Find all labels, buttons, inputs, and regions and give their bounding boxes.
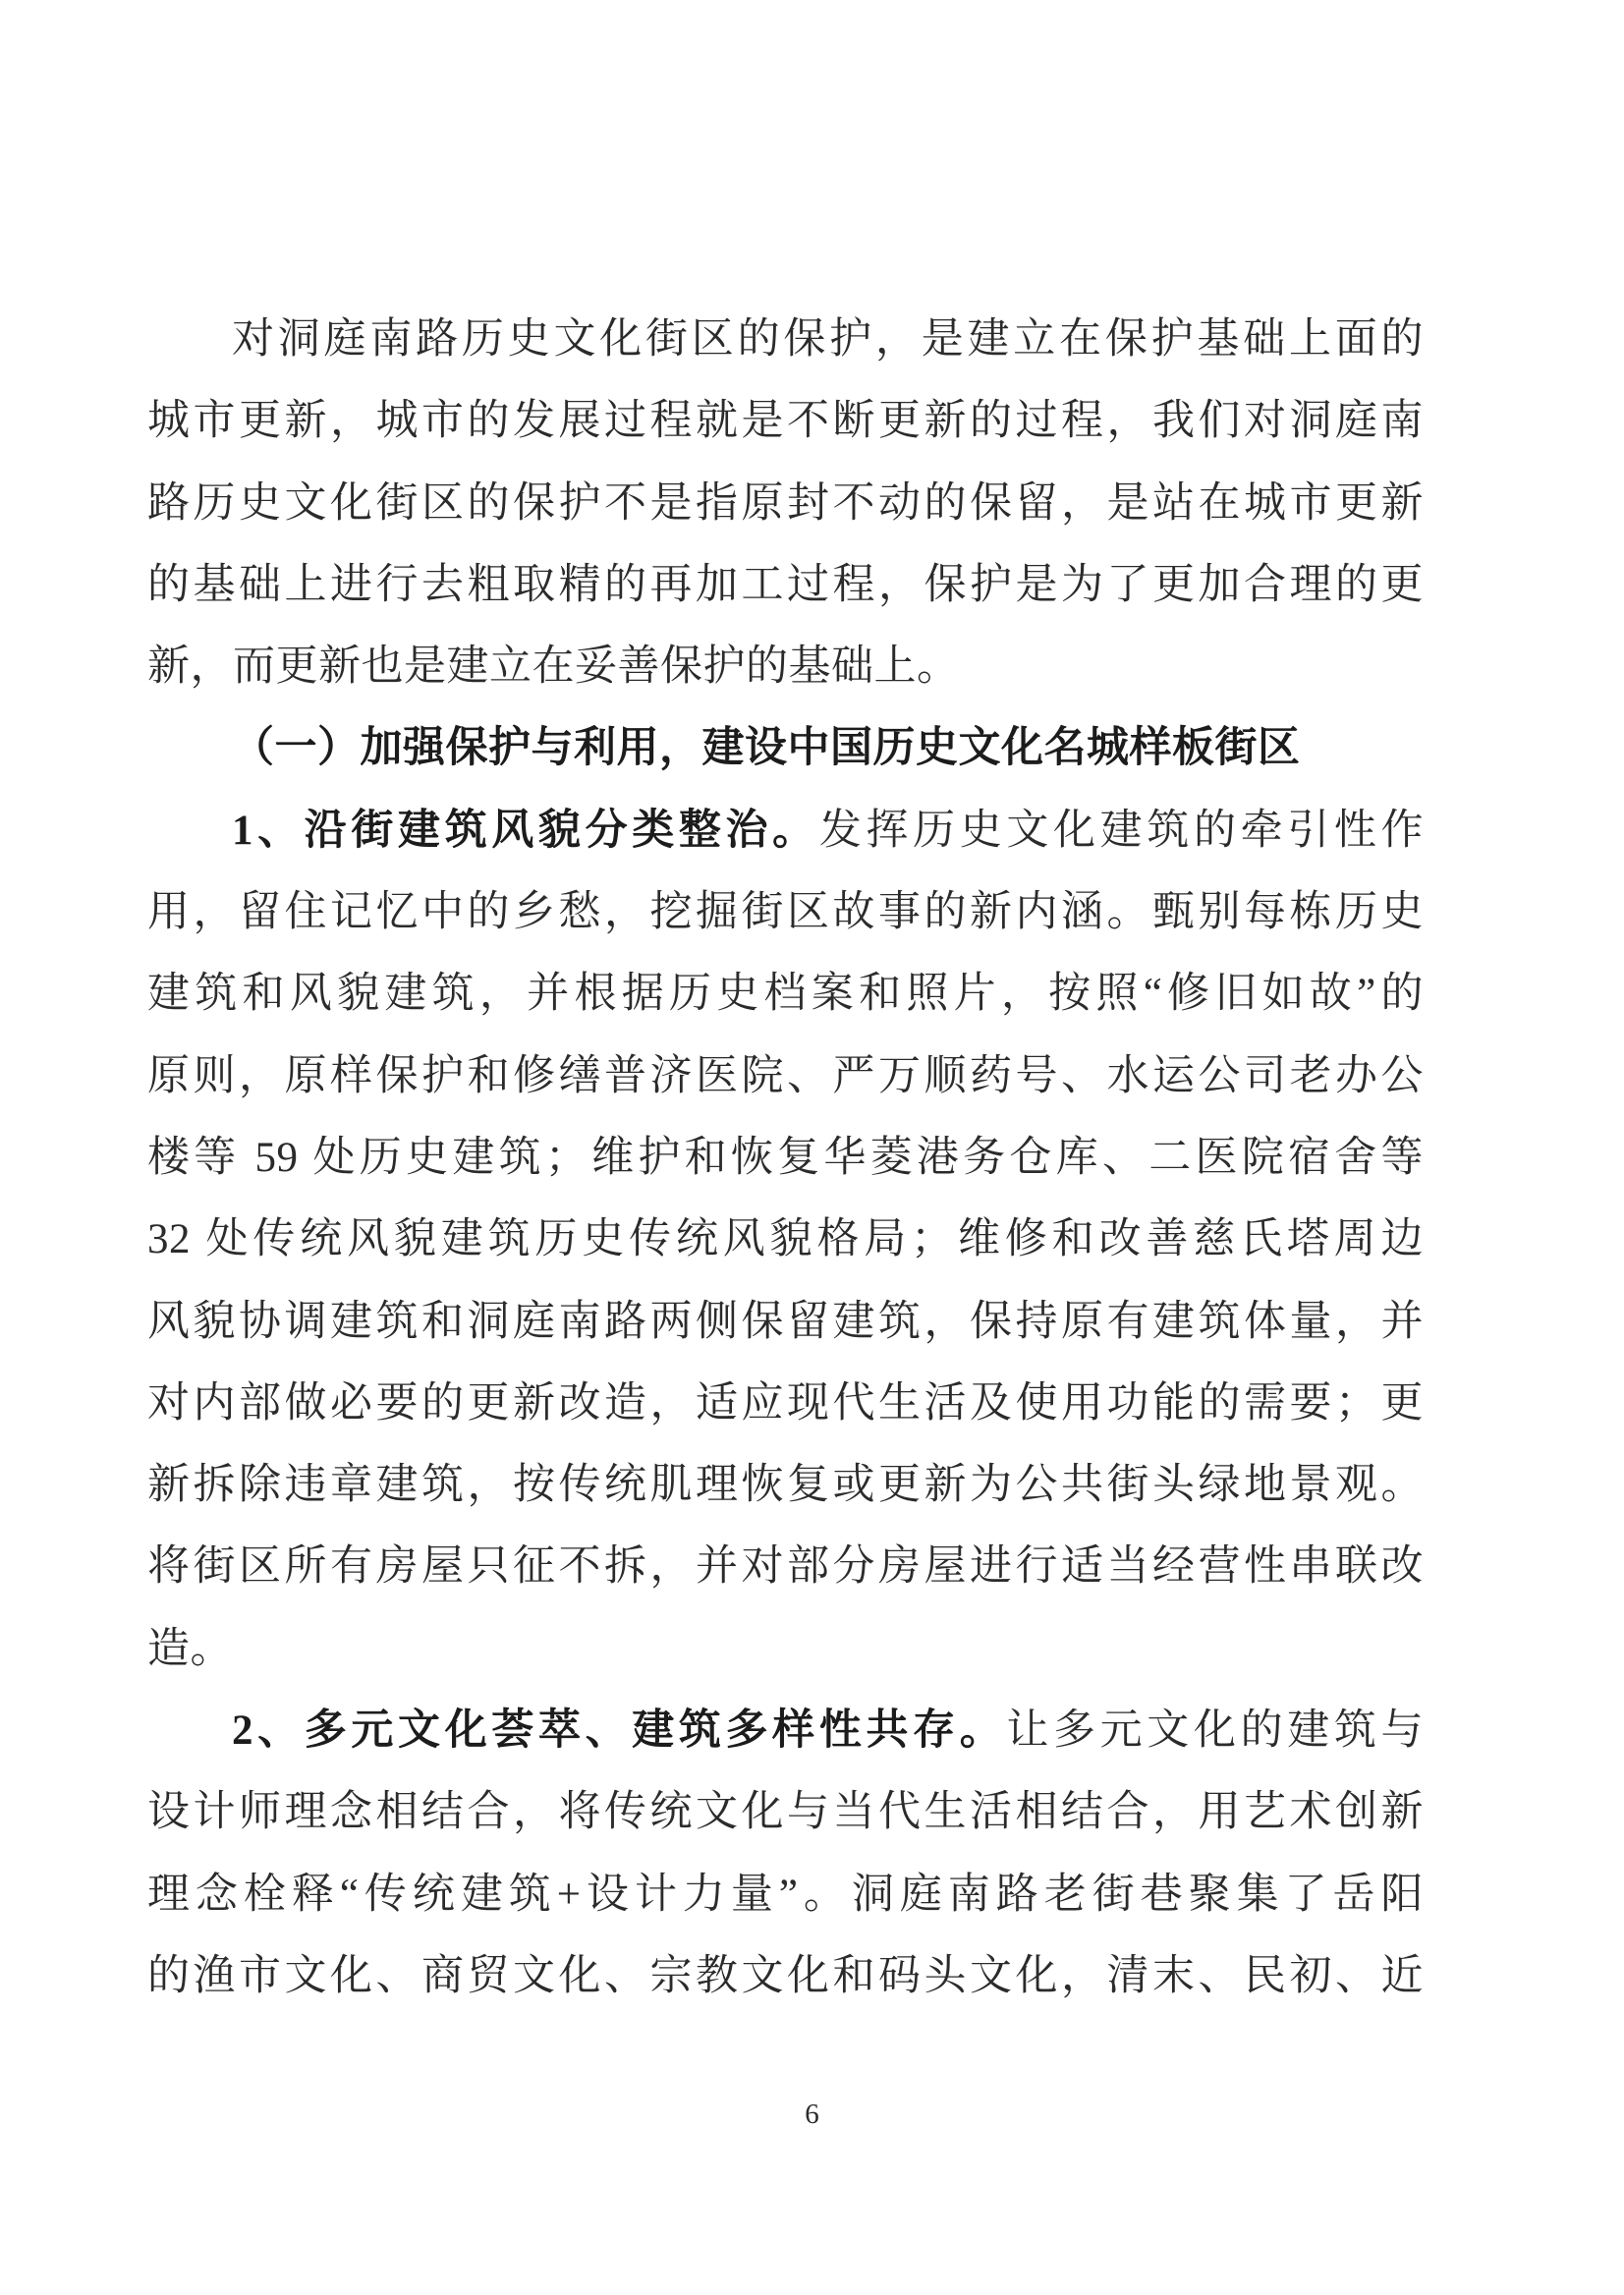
text-run: 设计师理念相结合，将传统文化与当代生活相结合，用艺术创新 bbox=[147, 1789, 1424, 1836]
text-line bbox=[147, 1771, 1424, 1853]
text-run: 32 处传统风貌建筑历史传统风貌格局；维修和改善慈氏塔周边 bbox=[147, 1216, 1424, 1263]
text-line bbox=[147, 1526, 1424, 1607]
text-run: 对洞庭南路历史文化街区的保护，是建立在保护基础上面的 bbox=[232, 316, 1424, 363]
text-run: 的基础上进行去粗取精的再加工过程，保护是为了更加合理的更 bbox=[147, 561, 1424, 608]
text-run: 将街区所有房屋只征不拆，并对部分房屋进行适当经营性串联改 bbox=[147, 1543, 1424, 1591]
text-run: 新拆除违章建筑，按传统肌理恢复或更新为公共街头绿地景观。 bbox=[147, 1462, 1424, 1509]
document-body bbox=[147, 299, 1424, 2017]
text-line bbox=[147, 1608, 1424, 1690]
bold-text-run: 1、沿街建筑风貌分类整治。 bbox=[232, 807, 819, 854]
page-number: 6 bbox=[805, 2099, 819, 2130]
text-line bbox=[147, 1854, 1424, 1935]
text-line bbox=[147, 1935, 1424, 2017]
text-run: 理念栓释“传统建筑+设计力量”。洞庭南路老街巷聚集了岳阳 bbox=[147, 1871, 1424, 1918]
text-run: 对内部做必要的更新改造，适应现代生活及使用功能的需要；更 bbox=[147, 1379, 1424, 1427]
text-run: 让多元文化的建筑与 bbox=[1006, 1707, 1425, 1755]
text-run: 造。 bbox=[147, 1625, 233, 1672]
text-line bbox=[147, 1117, 1424, 1199]
text-line bbox=[147, 299, 1424, 380]
text-run: 楼等 59 处历史建筑；维护和恢复华菱港务仓库、二医院宿舍等 bbox=[147, 1134, 1424, 1181]
text-line bbox=[147, 707, 1424, 789]
text-line bbox=[147, 626, 1424, 707]
text-line bbox=[147, 463, 1424, 544]
text-line bbox=[147, 1363, 1424, 1444]
text-run: 城市更新，城市的发展过程就是不断更新的过程，我们对洞庭南 bbox=[147, 398, 1424, 445]
text-line bbox=[147, 1444, 1424, 1526]
text-line bbox=[147, 1281, 1424, 1363]
text-line bbox=[147, 380, 1424, 462]
text-run: 发挥历史文化建筑的牵引性作 bbox=[818, 807, 1425, 854]
text-line bbox=[147, 1036, 1424, 1117]
text-line bbox=[147, 1199, 1424, 1280]
text-run: 新，而更新也是建立在妥善保护的基础上。 bbox=[147, 644, 960, 691]
bold-text-run: 2、多元文化荟萃、建筑多样性共存。 bbox=[232, 1707, 1007, 1755]
text-run: 路历史文化街区的保护不是指原封不动的保留，是站在城市更新 bbox=[147, 479, 1424, 527]
text-line bbox=[147, 871, 1424, 953]
text-run: 原则，原样保护和修缮普济医院、严万顺药号、水运公司老办公 bbox=[147, 1052, 1424, 1099]
bold-text-run: （一）加强保护与利用，建设中国历史文化名城样板街区 bbox=[232, 725, 1301, 772]
text-line bbox=[147, 544, 1424, 626]
text-run: 建筑和风貌建筑，并根据历史档案和照片，按照“修旧如故”的 bbox=[147, 971, 1424, 1018]
text-line bbox=[147, 953, 1424, 1035]
text-line bbox=[147, 790, 1424, 871]
text-run: 用，留住记忆中的乡愁，挖掘街区故事的新内涵。甄别每栋历史 bbox=[147, 889, 1424, 936]
text-run: 风貌协调建筑和洞庭南路两侧保留建筑，保持原有建筑体量，并 bbox=[147, 1298, 1424, 1345]
text-line bbox=[147, 1690, 1424, 1771]
text-run: 的渔市文化、商贸文化、宗教文化和码头文化，清末、民初、近 bbox=[147, 1952, 1424, 1999]
